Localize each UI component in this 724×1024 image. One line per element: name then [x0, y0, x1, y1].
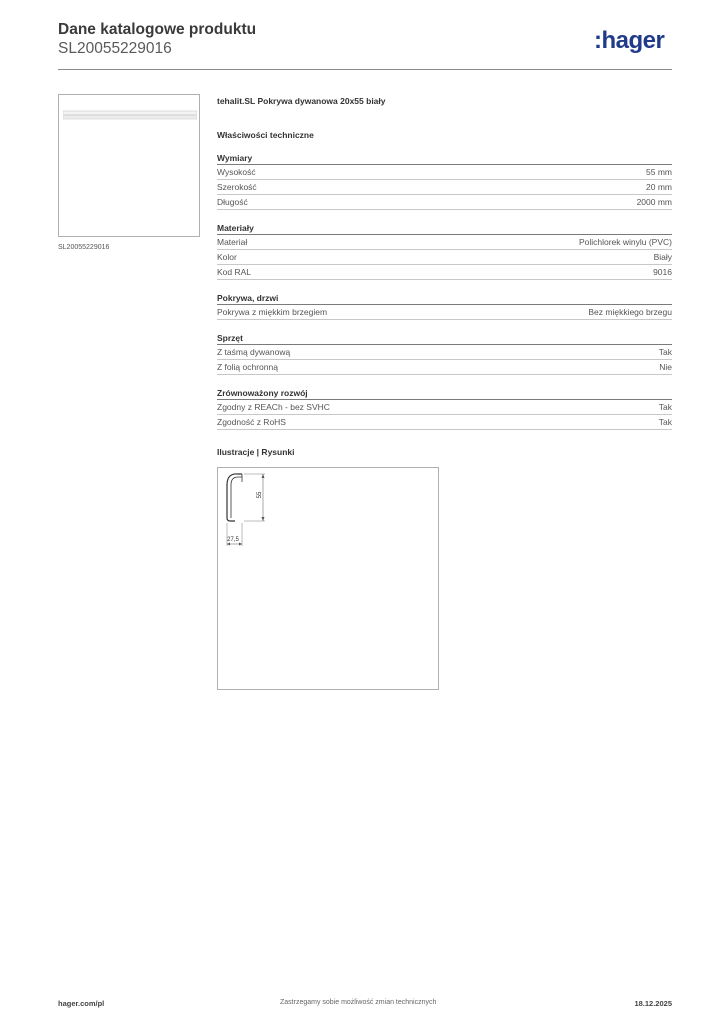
property-group-title: Sprzęt [217, 332, 672, 345]
property-row [217, 360, 672, 375]
property-row [217, 415, 672, 430]
property-row [217, 250, 672, 265]
property-row [217, 195, 672, 210]
property-row [217, 235, 672, 250]
property-group [217, 222, 672, 280]
property-value: Polichlorek winylu (PVC) [578, 237, 672, 247]
width-dimension-label: 27,5 [227, 537, 239, 543]
property-label: Kod RAL [217, 267, 252, 277]
property-value: Bez miękkiego brzegu [588, 307, 672, 317]
document-header [58, 20, 256, 58]
property-group [217, 152, 672, 210]
property-row [217, 180, 672, 195]
product-name: tehalit.SL Pokrywa dywanowa 20x55 biały [217, 96, 386, 106]
product-code: SL20055229016 [58, 40, 172, 57]
product-specs [217, 96, 672, 458]
property-group [217, 332, 672, 375]
property-label: Kolor [217, 252, 237, 262]
hager-logo[interactable]: :hager [594, 27, 665, 54]
property-value: 55 mm [646, 167, 672, 177]
property-label: Pokrywa z miękkim brzegiem [217, 307, 328, 317]
header-divider [58, 69, 672, 70]
footer-website-link[interactable]: hager.com/pl [58, 999, 105, 1008]
property-value: 2000 mm [636, 197, 672, 207]
property-row [217, 265, 672, 280]
properties-heading: Właściwości techniczne [217, 130, 314, 140]
property-row [217, 400, 672, 415]
height-dimension-label: 55 [257, 491, 263, 499]
property-value: 20 mm [646, 182, 672, 192]
property-groups [217, 152, 672, 430]
property-label: Szerokość [217, 182, 257, 192]
property-label: Długość [217, 197, 248, 207]
property-row [217, 345, 672, 360]
technical-drawing-frame [217, 467, 439, 690]
property-value: Nie [659, 362, 672, 372]
property-group [217, 292, 672, 320]
property-row [217, 305, 672, 320]
property-group-title: Wymiary [217, 152, 672, 165]
property-label: Wysokość [217, 167, 256, 177]
property-value: Tak [658, 347, 672, 357]
property-value: Biały [653, 252, 672, 262]
property-group-title: Zrównoważony rozwój [217, 387, 672, 400]
drawings-heading: Ilustracje | Rysunki [217, 447, 295, 457]
property-label: Z folią ochronną [217, 362, 278, 372]
property-label: Zgodny z REACh - bez SVHC [217, 402, 330, 412]
property-group-title: Pokrywa, drzwi [217, 292, 672, 305]
property-label: Materiał [217, 237, 248, 247]
document-title: Dane katalogowe produktu [58, 21, 257, 38]
cover-profile-image [63, 108, 197, 122]
property-value: 9016 [653, 267, 672, 277]
product-image-frame [58, 94, 200, 237]
property-group [217, 387, 672, 430]
property-label: Z taśmą dywanową [217, 347, 291, 357]
cross-section-drawing [218, 468, 438, 689]
property-label: Zgodność z RoHS [217, 417, 286, 427]
property-value: Tak [658, 402, 672, 412]
property-value: Tak [658, 417, 672, 427]
footer-date: 18.12.2025 [634, 999, 672, 1008]
property-row [217, 165, 672, 180]
footer-disclaimer: Zastrzegamy sobie możliwość zmian technicznych [280, 999, 437, 1006]
image-caption: SL20055229016 [58, 244, 110, 251]
property-group-title: Materiały [217, 222, 672, 235]
